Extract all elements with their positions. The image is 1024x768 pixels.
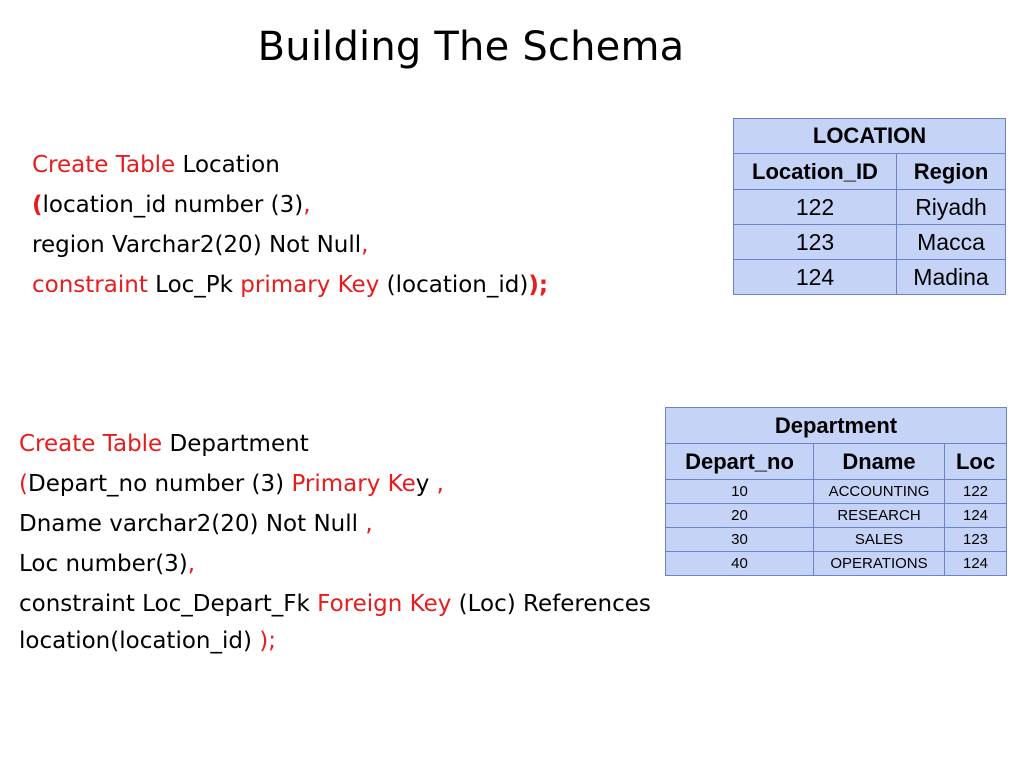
sql-keyword: primary Key <box>240 272 380 298</box>
table-header-row <box>734 154 1006 190</box>
table-row <box>666 480 1007 504</box>
sql-comma: , <box>361 232 369 258</box>
sql-text: Dname varchar2(20) Not Null <box>19 511 366 537</box>
create-location-sql <box>32 145 548 305</box>
table-cell: 40 <box>666 552 814 576</box>
table-cell: 122 <box>945 480 1007 504</box>
sql-line <box>19 624 651 658</box>
table-caption: LOCATION <box>734 119 1006 154</box>
sql-keyword: Create Table <box>19 431 163 457</box>
create-department-sql <box>19 424 651 658</box>
table-cell: Riyadh <box>897 190 1006 225</box>
table-cell: Madina <box>897 260 1006 295</box>
sql-line <box>32 185 548 225</box>
table-row <box>734 260 1006 295</box>
table-cell: SALES <box>814 528 945 552</box>
sql-comma: , <box>365 511 373 537</box>
table-header-row <box>666 444 1007 480</box>
table-cell: OPERATIONS <box>814 552 945 576</box>
sql-text: (location_id) <box>379 272 529 298</box>
table-row <box>666 552 1007 576</box>
sql-text: Department <box>162 431 309 457</box>
table-cell: 124 <box>945 552 1007 576</box>
table-cell: 123 <box>945 528 1007 552</box>
column-header-loc: Loc <box>945 444 1007 480</box>
sql-text: constraint Loc_Depart_Fk <box>19 591 318 617</box>
column-header-location-id: Location_ID <box>734 154 897 190</box>
table-cell: 30 <box>666 528 814 552</box>
sql-line <box>19 544 651 584</box>
column-header-dname: Dname <box>814 444 945 480</box>
sql-line <box>32 265 548 305</box>
sql-keyword: Foreign Key <box>317 591 452 617</box>
sql-comma: , <box>303 192 311 218</box>
sql-open-paren: ( <box>19 471 28 497</box>
column-header-depart-no: Depart_no <box>666 444 814 480</box>
table-cell: RESEARCH <box>814 504 945 528</box>
table-caption-row <box>666 408 1007 444</box>
table-cell: ACCOUNTING <box>814 480 945 504</box>
sql-open-paren: ( <box>32 192 43 218</box>
table-cell: 10 <box>666 480 814 504</box>
sql-close: ); <box>259 628 276 654</box>
department-table <box>665 407 1007 576</box>
table-row <box>666 504 1007 528</box>
sql-line <box>19 504 651 544</box>
sql-line <box>19 584 651 624</box>
sql-line <box>19 424 651 464</box>
sql-line <box>32 145 548 185</box>
slide-title: Building The Schema <box>257 24 685 70</box>
table-row <box>734 225 1006 260</box>
table-cell: Macca <box>897 225 1006 260</box>
column-header-region: Region <box>897 154 1006 190</box>
sql-text: Loc_Pk <box>147 272 241 298</box>
sql-text: region Varchar2(20) Not Null <box>32 232 362 258</box>
sql-text: y <box>415 471 430 497</box>
sql-line <box>32 225 548 265</box>
sql-text: Location <box>175 152 280 178</box>
table-cell: 123 <box>734 225 897 260</box>
table-cell: 122 <box>734 190 897 225</box>
table-caption-row <box>734 119 1006 154</box>
sql-keyword: Primary Ke <box>291 471 416 497</box>
sql-line <box>19 464 651 504</box>
table-cell: 124 <box>945 504 1007 528</box>
table-caption: Department <box>666 408 1007 444</box>
sql-text: location_id number (3) <box>42 192 304 218</box>
table-cell: 124 <box>734 260 897 295</box>
location-table <box>733 118 1006 295</box>
sql-text: Loc number(3) <box>19 551 188 577</box>
sql-keyword: Create Table <box>32 152 176 178</box>
sql-text: (Loc) References <box>451 591 651 617</box>
sql-text: Depart_no number (3) <box>27 471 292 497</box>
sql-close: ); <box>528 272 549 298</box>
sql-text: location(location_id) <box>19 628 260 654</box>
sql-comma: , <box>429 471 444 497</box>
table-row <box>666 528 1007 552</box>
table-cell: 20 <box>666 504 814 528</box>
sql-keyword: constraint <box>32 272 148 298</box>
sql-comma: , <box>187 551 196 577</box>
table-row <box>734 190 1006 225</box>
